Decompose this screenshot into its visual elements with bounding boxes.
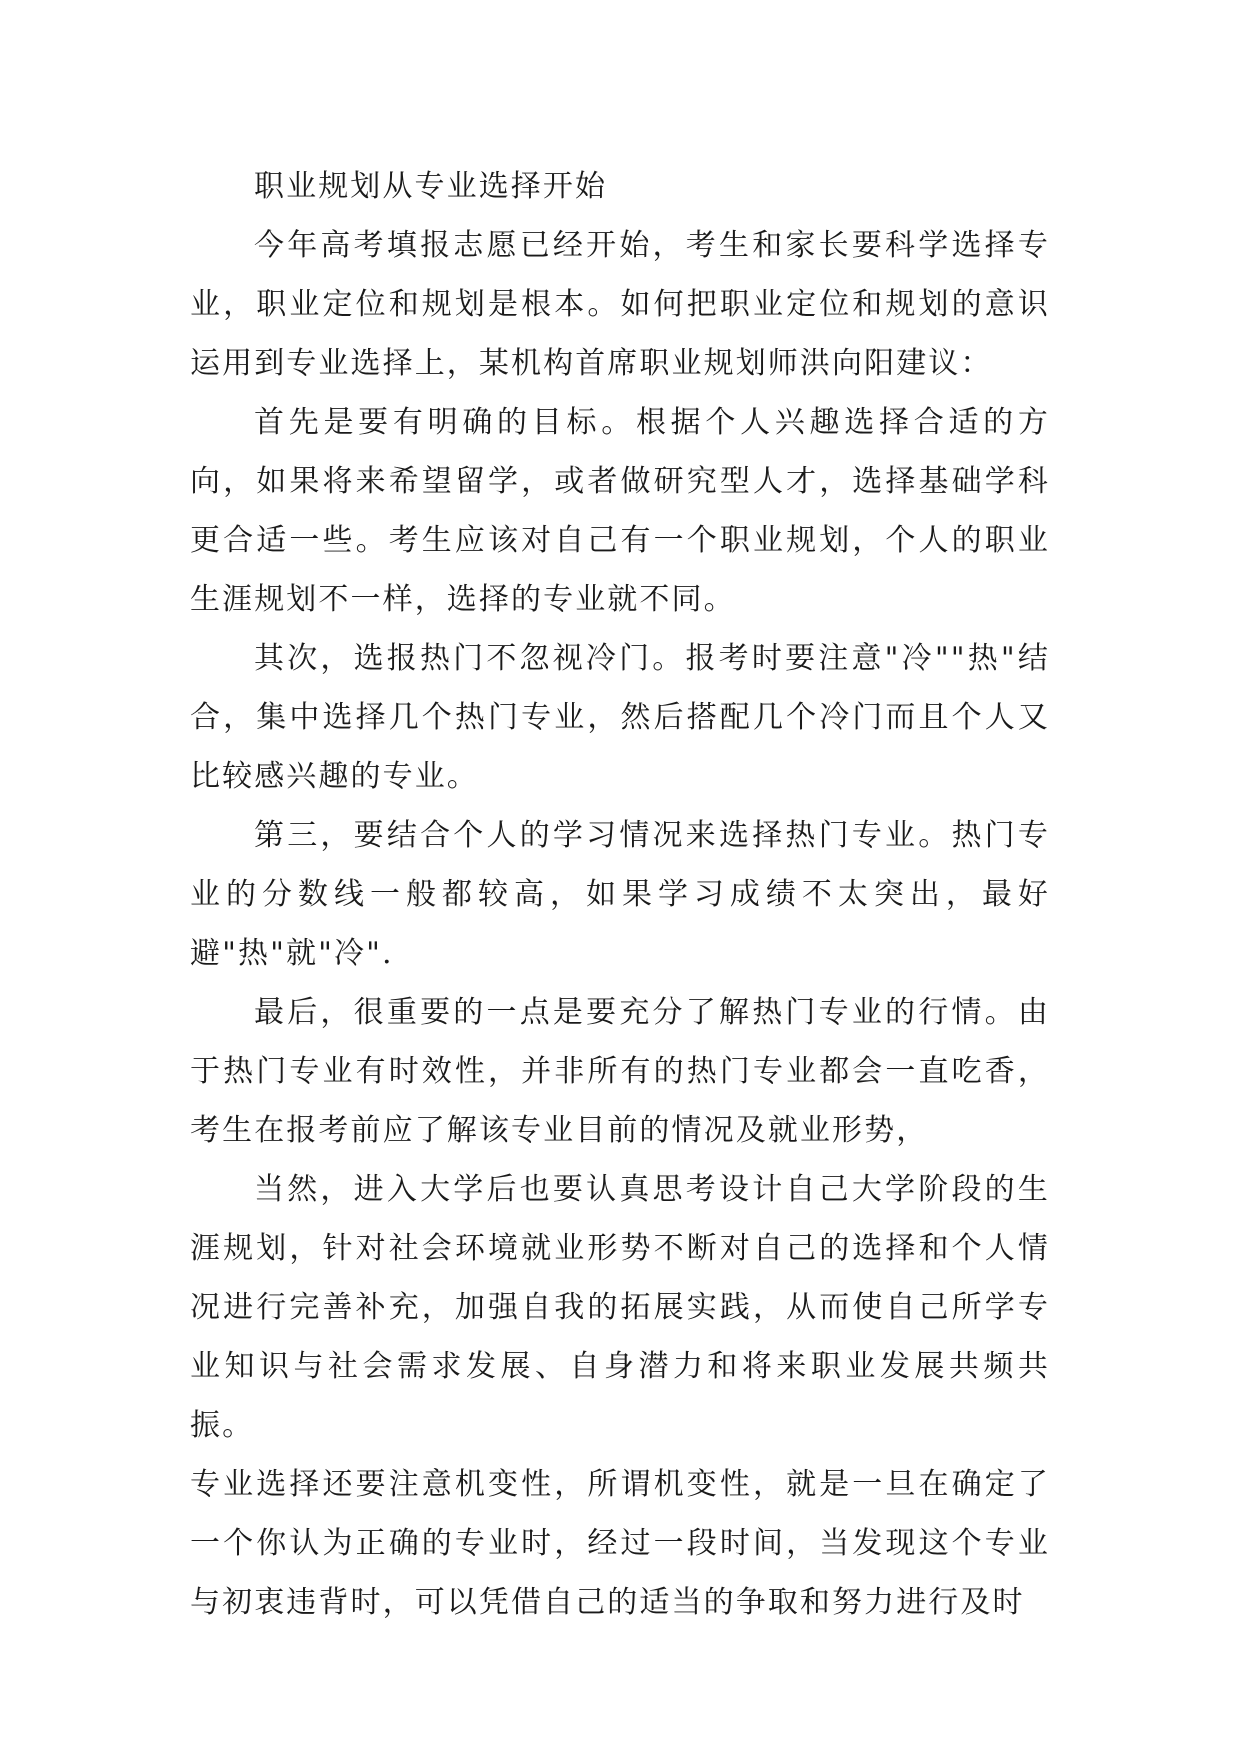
- paragraph-second-point: 其次，选报热门不忽视冷门。报考时要注意"冷""热"结合，集中选择几个热门专业，然后搭配几个冷门而且个人又比较感兴趣的专业。: [190, 641, 1050, 794]
- paragraph-final-point: 最后，很重要的一点是要充分了解热门专业的行情。由于热门专业有时效性，并非所有的热门专业都会一直吃香，考生在报考前应了解该专业目前的情况及就业形势，: [190, 995, 1050, 1148]
- document-body: [190, 157, 1050, 1632]
- paragraph-intro: 今年高考填报志愿已经开始，考生和家长要科学选择专业，职业定位和规划是根本。如何把职业定位和规划的意识运用到专业选择上，某机构首席职业规划师洪向阳建议：: [190, 228, 1050, 381]
- paragraph-flexibility: 专业选择还要注意机变性，所谓机变性，就是一旦在确定了一个你认为正确的专业时，经过一段时间，当发现这个专业与初衷违背时，可以凭借自己的适当的争取和努力进行及时: [190, 1467, 1050, 1620]
- paragraph-first-point: 首先是要有明确的目标。根据个人兴趣选择合适的方向，如果将来希望留学，或者做研究型人才，选择基础学科更合适一些。考生应该对自己有一个职业规划，个人的职业生涯规划不一样，选择的专业就不同。: [190, 405, 1050, 617]
- document-title: 职业规划从专业选择开始: [254, 169, 608, 204]
- paragraph-third-point: 第三，要结合个人的学习情况来选择热门专业。热门专业的分数线一般都较高，如果学习成绩不太突出，最好避"热"就"冷".: [190, 818, 1050, 971]
- paragraph-university-planning: 当然，进入大学后也要认真思考设计自己大学阶段的生涯规划，针对社会环境就业形势不断对自己的选择和个人情况进行完善补充，加强自我的拓展实践，从而使自己所学专业知识与社会需求发展、自身潜力和将来职业发展共频共振。: [190, 1172, 1050, 1443]
